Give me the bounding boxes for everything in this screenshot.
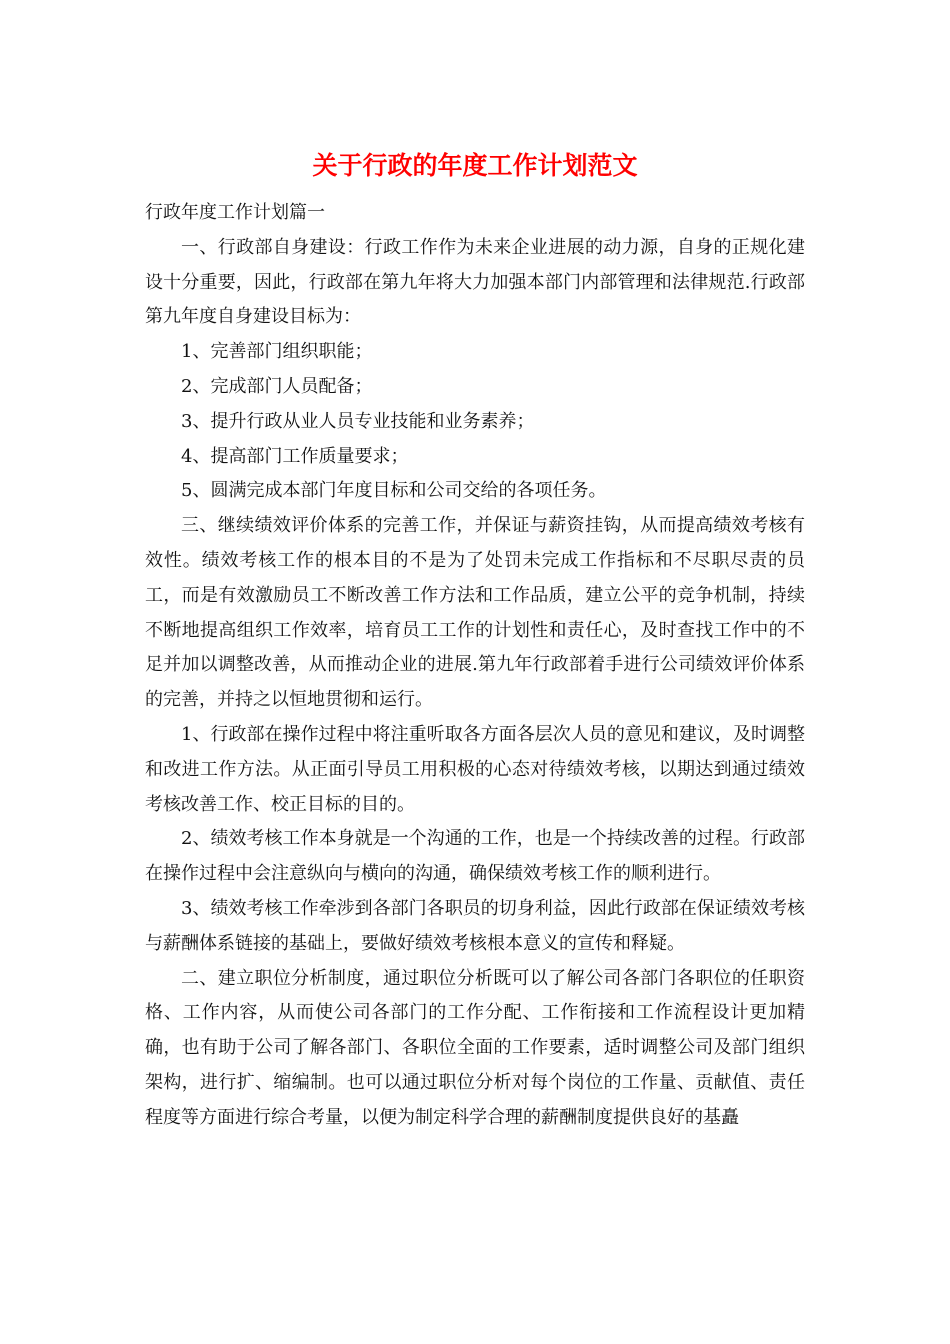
paragraph-performance-item-1: 1、行政部在操作过程中将注重听取各方面各层次人员的意见和建议，及时调整和改进工作方法。从正面引导员工用积极的心态对待绩效考核，以期达到通过绩效考核改善工作、校正目标的目的。: [145, 723, 805, 815]
list-item: 3、提升行政从业人员专业技能和业务素养；: [181, 410, 535, 432]
section-heading: 行政年度工作计划篇一: [145, 202, 325, 223]
list-item: 4、提高部门工作质量要求；: [181, 445, 409, 467]
paragraph-performance-evaluation: 三、继续绩效评价体系的完善工作，并保证与薪资挂钩，从而提高绩效考核有效性。绩效考核工作的根本目的不是为了处罚未完成工作指标和不尽职尽责的员工，而是有效激励员工不断改善工作方法和工作品质，建立公平的竞争机制，持续不断地提高组织工作效率，培育员工工作的计划性和责任心，及时查找工作中的不足并加以调整改善，从而推动企业的进展.第九年行政部着手进行公司绩效评价体系的完善，并持之以恒地贯彻和运行。: [145, 515, 805, 711]
paragraph-performance-item-2: 2、绩效考核工作本身就是一个沟通的工作，也是一个持续改善的过程。行政部在操作过程中会注意纵向与横向的沟通，确保绩效考核工作的顺利进行。: [145, 828, 805, 885]
paragraph-self-building: 一、行政部自身建设：行政工作作为未来企业进展的动力源，自身的正规化建设十分重要，因此，行政部在第九年将大力加强本部门内部管理和法律规范.行政部第九年度自身建设目标为：: [145, 236, 805, 328]
list-item: 5、圆满完成本部门年度目标和公司交给的各项任务。: [181, 480, 607, 502]
document-title: 关于行政的年度工作计划范文: [312, 151, 638, 180]
list-item: 1、完善部门组织职能；: [181, 341, 373, 363]
list-item: 2、完成部门人员配备；: [181, 375, 373, 397]
paragraph-performance-item-3: 3、绩效考核工作牵涉到各部门各职员的切身利益，因此行政部在保证绩效考核与薪酬体系链接的基础上，要做好绩效考核根本意义的宣传和释疑。: [145, 897, 805, 954]
document-body: [145, 196, 805, 1136]
paragraph-position-analysis: 二、建立职位分析制度，通过职位分析既可以了解公司各部门各职位的任职资格、工作内容，从而使公司各部门的工作分配、工作衔接和工作流程设计更加精确，也有助于公司了解各部门、各职位全面的工作要素，适时调整公司及部门组织架构，进行扩、缩编制。也可以通过职位分析对每个岗位的工作量、贡献值、责任程度等方面进行综合考量，以便为制定科学合理的薪酬制度提供良好的基矗: [145, 967, 805, 1128]
